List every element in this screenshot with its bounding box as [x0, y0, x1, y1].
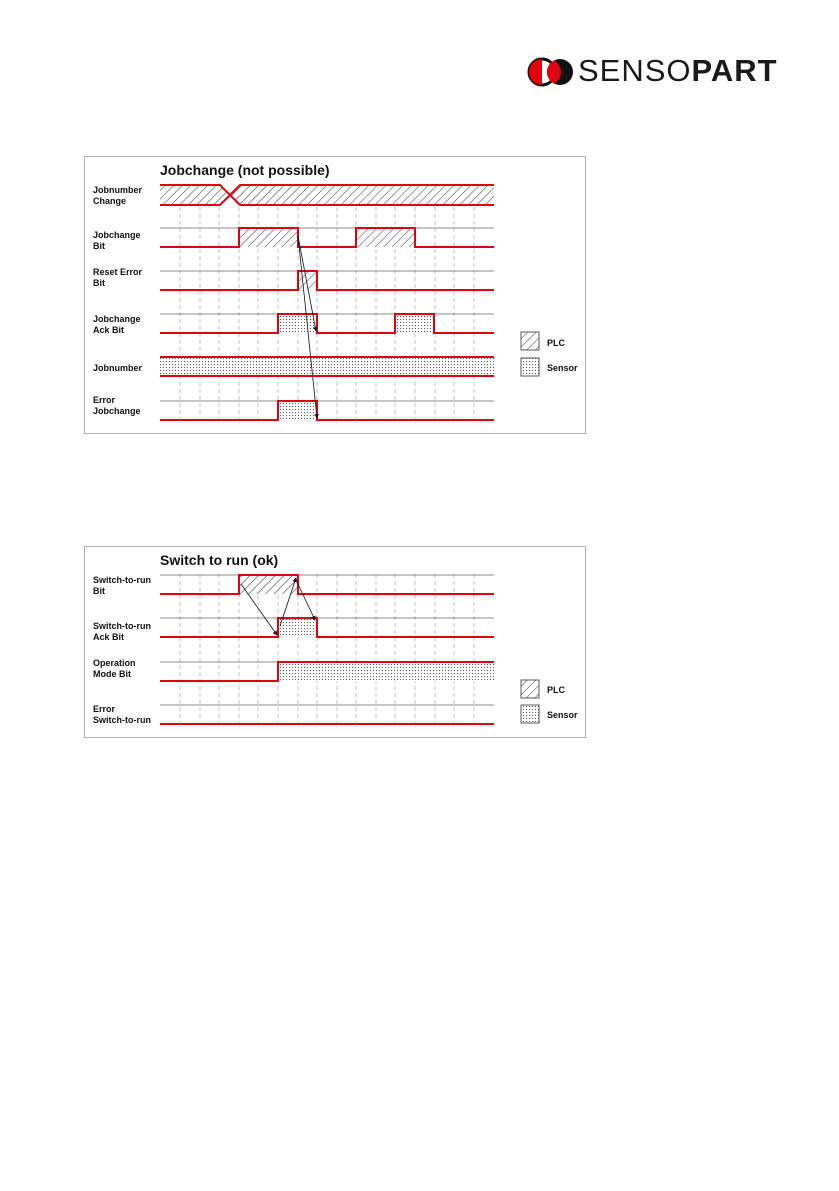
brand-wordmark [578, 53, 778, 89]
signal-label-line: Switch-to-run [93, 621, 151, 631]
signal-label-line: Switch-to-run [93, 715, 151, 725]
signal-label-line: Operation [93, 658, 136, 668]
legend-sensor-swatch [521, 705, 539, 723]
legend-plc-swatch [521, 680, 539, 698]
legend-sensor-label: Sensor [547, 710, 578, 720]
signal-label-line: Bit [93, 241, 105, 251]
signal-label-line: Mode Bit [93, 669, 131, 679]
signal-label: Jobnumber [93, 363, 143, 373]
signal-label-line: Bit [93, 586, 105, 596]
legend-sensor-swatch [521, 358, 539, 376]
signal-label-line: Switch-to-run [93, 575, 151, 585]
legend-plc-swatch [521, 332, 539, 350]
signal-label-line: Change [93, 196, 127, 206]
brand-name-light: SENSO [578, 53, 692, 88]
legend-plc-label: PLC [547, 338, 565, 348]
legend-plc-label: PLC [547, 685, 565, 695]
signal-label-line: Jobchange [93, 406, 141, 416]
signal-label-line: Error [93, 395, 116, 405]
signal-label-line: Error [93, 704, 116, 714]
signal-label-line: Jobchange [93, 314, 141, 324]
diagram-title: Switch to run (ok) [160, 552, 279, 568]
signal-label-line: Ack Bit [93, 325, 125, 335]
diagram-title: Jobchange (not possible) [160, 162, 330, 178]
signal-label-line: Ack Bit [93, 632, 125, 642]
signal-jobnumber [160, 357, 494, 376]
signal-jobnumber-change [160, 185, 494, 205]
signal-label-line: Reset Error [93, 267, 143, 277]
timing-diagram-jobchange [84, 156, 586, 434]
timing-diagram-switch-to-run [84, 546, 586, 738]
signal-label [93, 658, 136, 679]
brand-name-bold: PART [691, 53, 778, 88]
signal-label-line: Bit [93, 278, 105, 288]
signal-label-line: Jobchange [93, 230, 141, 240]
signal-label-line: Jobnumber [93, 185, 143, 195]
legend-sensor-label: Sensor [547, 363, 578, 373]
